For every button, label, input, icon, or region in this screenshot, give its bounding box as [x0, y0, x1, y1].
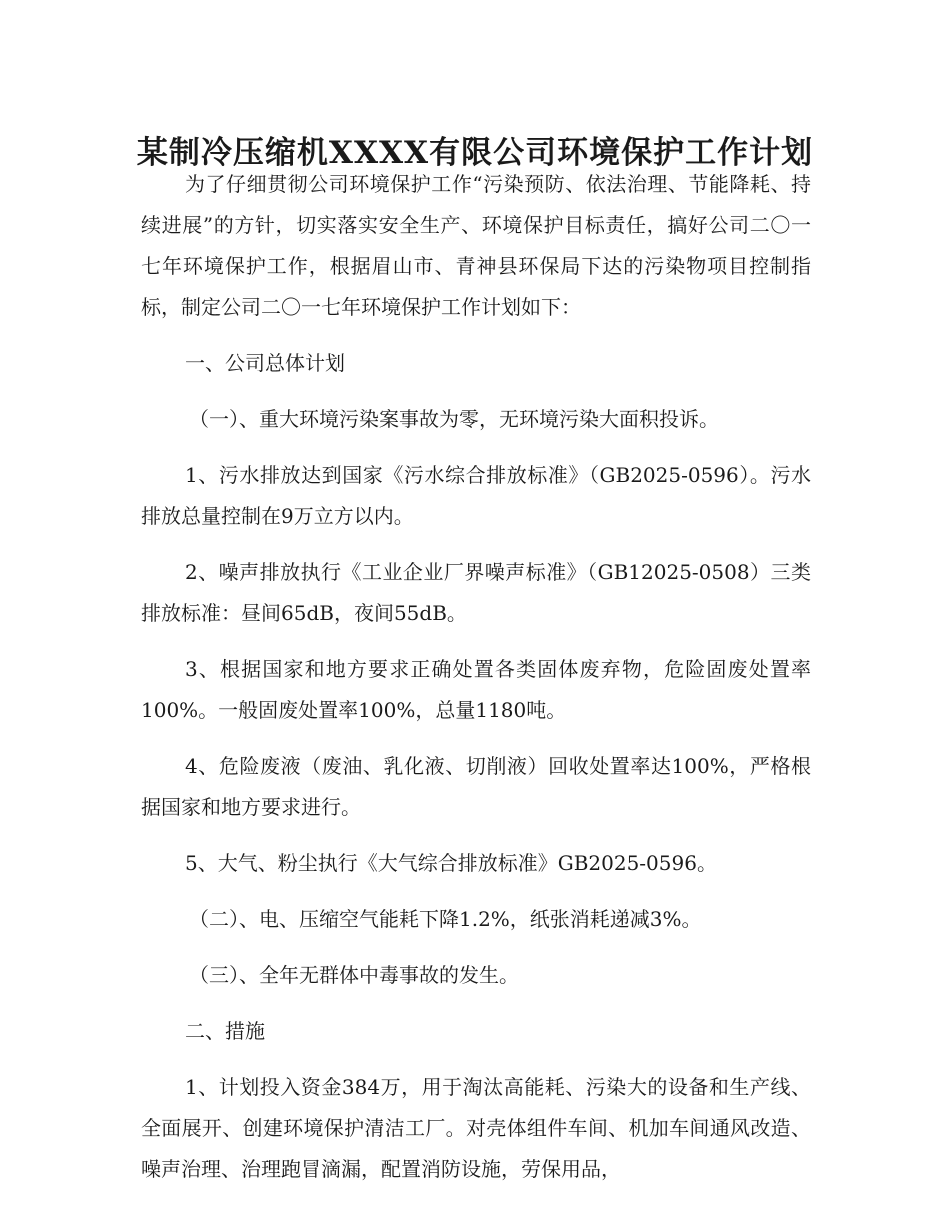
item-noise: 2、噪声排放执行《工业企业厂界噪声标准》（GB12025-0508）三类排放标准：昼间65dB，夜间55dB。: [141, 560, 811, 625]
section-heading-overall-plan: 一、公司总体计划: [185, 351, 345, 375]
document-body: [141, 164, 811, 1190]
item-hazardous-liquid: 4、危险废液（废油、乳化液、切削液）回收处置率达100%，严格根据国家和地方要求进行。: [141, 754, 811, 819]
subsection-heading-1: （一）、重大环境污染案事故为零，无环境污染大面积投诉。: [189, 407, 719, 431]
item-solid-waste: 3、根据国家和地方要求正确处置各类固体废弃物，危险固废处置率100%。一般固废处置率100%，总量1180吨。: [141, 657, 811, 722]
item-air-dust: 5、大气、粉尘执行《大气综合排放标准》GB2025-0596。: [185, 851, 717, 875]
document-title: 某制冷压缩机XXXX有限公司环境保护工作计划: [136, 134, 814, 171]
subsection-heading-2: （二）、电、压缩空气能耗下降1.2%，纸张消耗递减3%。: [189, 907, 702, 931]
measure-item-1: 1、计划投入资金384万，用于淘汰高能耗、污染大的设备和生产线、全面展开、创建环境保护清洁工厂。对壳体组件车间、机加车间通风改造、噪声治理、治理跑冒滴漏，配置消防设施，劳保用品，: [141, 1075, 811, 1181]
subsection-heading-3: （三）、全年无群体中毒事故的发生。: [189, 963, 519, 987]
intro-paragraph: 为了仔细贯彻公司环境保护工作“污染预防、依法治理、节能降耗、持续进展”的方针，切实落实安全生产、环境保护目标责任，搞好公司二〇一七年环境保护工作，根据眉山市、青神县环保局下达的污染物项目控制指标，制定公司二〇一七年环境保护工作计划如下：: [141, 172, 811, 319]
section-heading-measures: 二、措施: [185, 1019, 265, 1043]
item-wastewater: 1、污水排放达到国家《污水综合排放标准》（GB2025-0596）。污水排放总量控制在9万立方以内。: [141, 463, 811, 528]
